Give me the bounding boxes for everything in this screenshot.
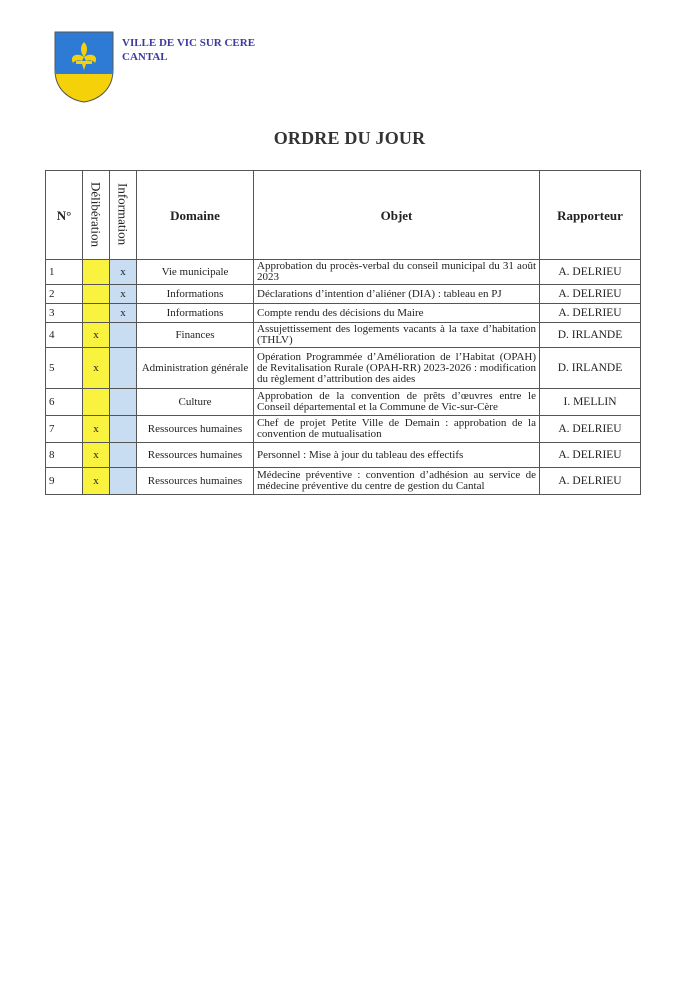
- row-domaine: Ressources humaines: [137, 468, 254, 495]
- header-objet: Objet: [254, 171, 540, 260]
- row-domaine: Ressources humaines: [137, 443, 254, 468]
- row-info-mark: x: [110, 260, 137, 285]
- row-info-mark: [110, 323, 137, 348]
- coat-of-arms-logo: [53, 30, 115, 104]
- row-domaine: Ressources humaines: [137, 416, 254, 443]
- row-objet: Médecine préventive : convention d’adhésion au service de médecine préventive du centre de gestion du Cantal: [254, 468, 540, 495]
- agenda-table: [45, 170, 641, 495]
- row-rapporteur: A. DELRIEU: [540, 285, 641, 304]
- row-delib-mark: x: [83, 468, 110, 495]
- table-row: [46, 323, 641, 348]
- row-rapporteur: A. DELRIEU: [540, 443, 641, 468]
- row-rapporteur: I. MELLIN: [540, 389, 641, 416]
- row-objet: Approbation de la convention de prêts d’œuvres entre le Conseil départemental et la Commune de Vic-sur-Cère: [254, 389, 540, 416]
- row-info-mark: x: [110, 304, 137, 323]
- table-row: [46, 468, 641, 495]
- row-info-mark: [110, 416, 137, 443]
- table-row: [46, 260, 641, 285]
- row-num: 4: [46, 323, 83, 348]
- header-information: Information: [110, 171, 137, 260]
- row-num: 2: [46, 285, 83, 304]
- row-delib-mark: [83, 285, 110, 304]
- row-objet: Assujettissement des logements vacants à la taxe d’habitation (THLV): [254, 323, 540, 348]
- row-domaine: Administration générale: [137, 348, 254, 389]
- row-objet: Déclarations d’intention d’aliéner (DIA) : tableau en PJ: [254, 285, 540, 304]
- row-delib-mark: x: [83, 348, 110, 389]
- row-rapporteur: A. DELRIEU: [540, 416, 641, 443]
- row-rapporteur: A. DELRIEU: [540, 260, 641, 285]
- row-objet: Compte rendu des décisions du Maire: [254, 304, 540, 323]
- row-objet: Approbation du procès-verbal du conseil municipal du 31 août 2023: [254, 260, 540, 285]
- row-rapporteur: D. IRLANDE: [540, 348, 641, 389]
- table-row: [46, 348, 641, 389]
- row-info-mark: [110, 389, 137, 416]
- row-info-mark: [110, 348, 137, 389]
- table-row: [46, 416, 641, 443]
- row-delib-mark: x: [83, 323, 110, 348]
- row-num: 6: [46, 389, 83, 416]
- row-domaine: Vie municipale: [137, 260, 254, 285]
- row-rapporteur: A. DELRIEU: [540, 304, 641, 323]
- row-objet: Personnel : Mise à jour du tableau des effectifs: [254, 443, 540, 468]
- row-objet: Opération Programmée d’Amélioration de l’Habitat (OPAH) de Revitalisation Rurale (OPAH-RR) 2023-2026 : modification du règlement d’attribution des aides: [254, 348, 540, 389]
- town-line-1: VILLE DE VIC SUR CERE: [122, 37, 256, 49]
- row-delib-mark: [83, 304, 110, 323]
- table-row: [46, 285, 641, 304]
- row-num: 3: [46, 304, 83, 323]
- row-delib-mark: x: [83, 416, 110, 443]
- header-num: N°: [46, 171, 83, 260]
- row-num: 5: [46, 348, 83, 389]
- row-domaine: Informations: [137, 285, 254, 304]
- row-info-mark: x: [110, 285, 137, 304]
- row-rapporteur: D. IRLANDE: [540, 323, 641, 348]
- town-name: [122, 36, 255, 64]
- row-objet: Chef de projet Petite Ville de Demain : approbation de la convention de mutualisation: [254, 416, 540, 443]
- row-domaine: Informations: [137, 304, 254, 323]
- table-header-row: [46, 171, 641, 260]
- row-delib-mark: [83, 389, 110, 416]
- header-domaine: Domaine: [137, 171, 254, 260]
- row-info-mark: [110, 468, 137, 495]
- row-delib-mark: [83, 260, 110, 285]
- row-num: 9: [46, 468, 83, 495]
- row-info-mark: [110, 443, 137, 468]
- table-row: [46, 443, 641, 468]
- row-rapporteur: A. DELRIEU: [540, 468, 641, 495]
- row-delib-mark: x: [83, 443, 110, 468]
- row-num: 1: [46, 260, 83, 285]
- row-num: 8: [46, 443, 83, 468]
- header-deliberation: Délibération: [83, 171, 110, 260]
- table-row: [46, 304, 641, 323]
- row-domaine: Finances: [137, 323, 254, 348]
- town-line-2: CANTAL: [122, 51, 168, 63]
- row-domaine: Culture: [137, 389, 254, 416]
- table-row: [46, 389, 641, 416]
- page-title: ORDRE DU JOUR: [273, 128, 426, 148]
- header-rapporteur: Rapporteur: [540, 171, 641, 260]
- row-num: 7: [46, 416, 83, 443]
